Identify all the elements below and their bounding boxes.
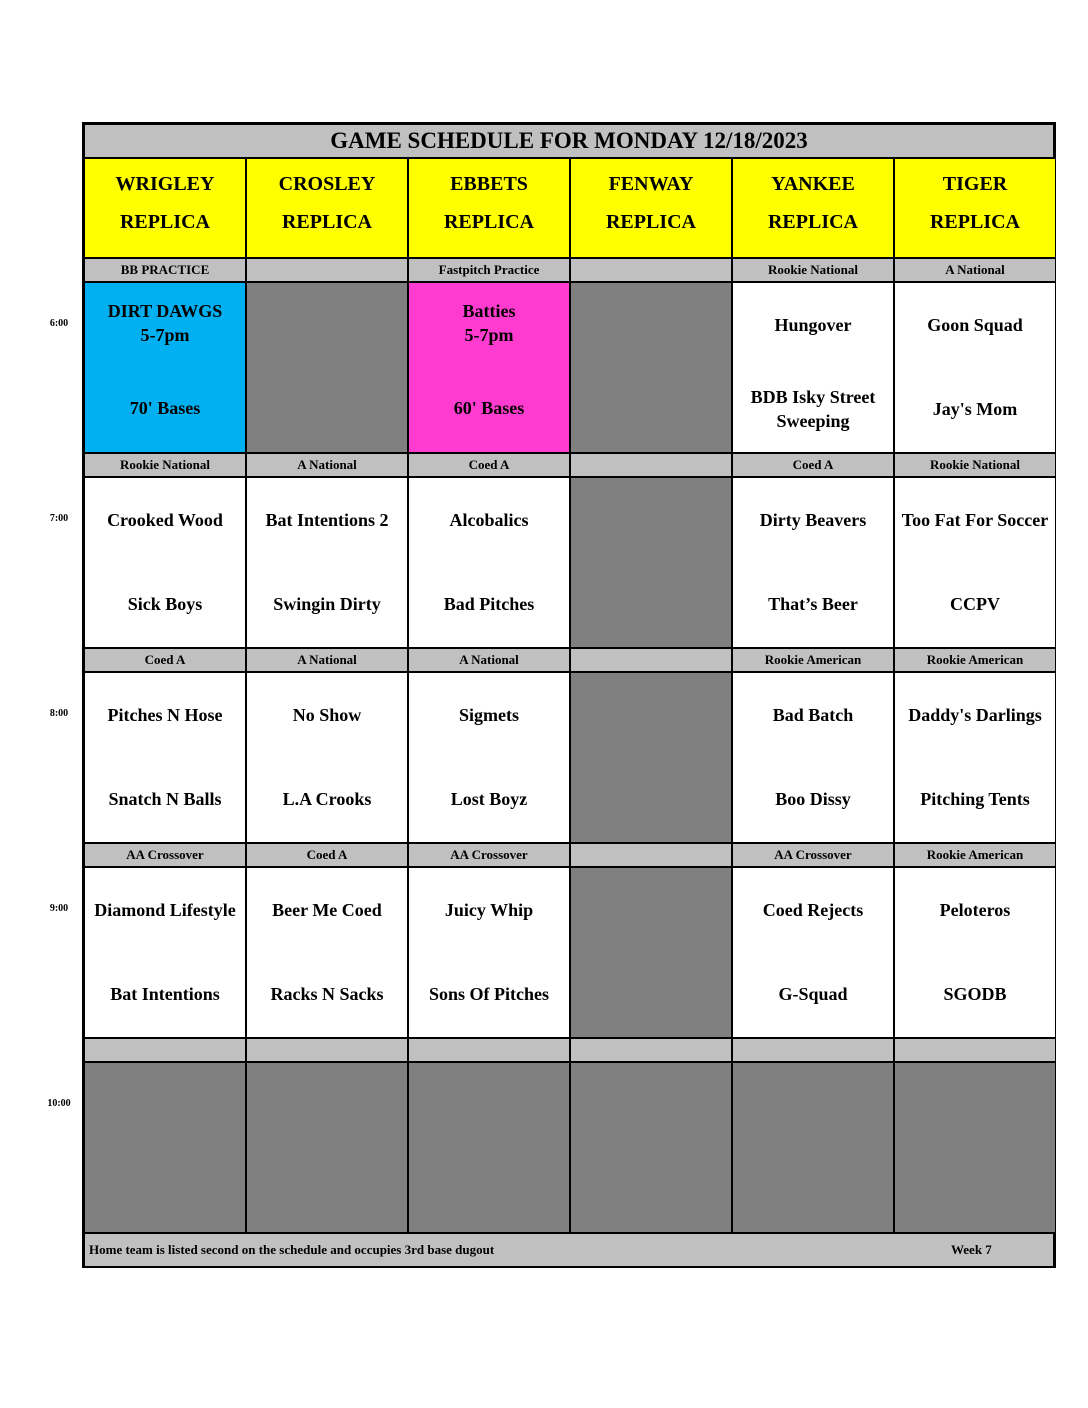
empty-slot [570, 282, 732, 453]
division-label: A National [246, 648, 408, 672]
division-label: Rookie American [894, 648, 1056, 672]
practice-slot [84, 282, 246, 453]
game-slot [894, 477, 1056, 648]
game-slot [246, 477, 408, 648]
division-label: Coed A [732, 453, 894, 477]
practice-hours: 5-7pm [464, 325, 514, 345]
division-label: Rookie American [894, 843, 1056, 867]
home-team: Bat Intentions [110, 984, 220, 1004]
division-label [84, 1038, 246, 1062]
footer-note: Home team is listed second on the schedule and occupies 3rd base dugout [89, 1242, 495, 1257]
schedule-footer [84, 1233, 1054, 1267]
field-subtitle: REPLICA [929, 211, 1020, 233]
empty-slot [570, 867, 732, 1038]
field-name: FENWAY [608, 173, 694, 195]
game-slot [84, 477, 246, 648]
field-name: YANKEE [771, 173, 855, 195]
time-label: 6:00 [49, 318, 69, 329]
field-name: TIGER [942, 173, 1008, 195]
empty-slot [246, 1062, 408, 1233]
game-slot [732, 867, 894, 1038]
away-team: No Show [292, 705, 362, 725]
division-label [570, 453, 732, 477]
empty-slot [84, 1062, 246, 1233]
division-label: Rookie American [732, 648, 894, 672]
field-subtitle: REPLICA [605, 211, 696, 233]
field-header [84, 158, 246, 258]
field-subtitle: REPLICA [281, 211, 372, 233]
practice-team [413, 299, 565, 347]
empty-slot [408, 1062, 570, 1233]
field-name: WRIGLEY [115, 173, 215, 195]
field-header [570, 158, 732, 258]
practice-bases: 60' Bases [453, 398, 525, 418]
game-slot [408, 477, 570, 648]
home-team: BDB Isky Street Sweeping [750, 387, 876, 431]
home-team: Pitching Tents [920, 789, 1030, 809]
home-team: SGODB [943, 984, 1007, 1004]
empty-slot [570, 672, 732, 843]
home-team: L.A Crooks [282, 789, 372, 809]
practice-team-name: Batties [462, 301, 516, 321]
game-slot [246, 672, 408, 843]
division-label: A National [894, 258, 1056, 282]
division-label: AA Crossover [732, 843, 894, 867]
away-team: Alcobalics [449, 510, 529, 530]
week-label: Week 7 [951, 1242, 992, 1257]
practice-team [89, 299, 241, 347]
division-label: BB PRACTICE [84, 258, 246, 282]
home-team: Racks N Sacks [270, 984, 384, 1004]
empty-slot [894, 1062, 1056, 1233]
division-label: Coed A [84, 648, 246, 672]
away-team: Diamond Lifestyle [94, 900, 236, 920]
game-slot [84, 672, 246, 843]
home-team: Snatch N Balls [108, 789, 222, 809]
away-team: Sigmets [459, 705, 519, 725]
home-team: Sick Boys [127, 594, 203, 614]
game-slot [408, 672, 570, 843]
game-slot [246, 867, 408, 1038]
game-slot [732, 672, 894, 843]
away-team: Hungover [774, 315, 852, 335]
practice-team-name: DIRT DAWGS [107, 301, 223, 321]
division-label: AA Crossover [84, 843, 246, 867]
practice-slot [408, 282, 570, 453]
away-team: Crooked Wood [107, 510, 223, 530]
division-label: A National [408, 648, 570, 672]
division-label: A National [246, 453, 408, 477]
practice-bases: 70' Bases [129, 398, 201, 418]
empty-slot [570, 477, 732, 648]
home-team: Sons Of Pitches [428, 984, 549, 1004]
away-team: Pitches N Hose [107, 705, 223, 725]
away-team: Peloteros [939, 900, 1011, 920]
division-label [246, 1038, 408, 1062]
home-team: CCPV [950, 594, 1000, 614]
schedule-table [82, 122, 1056, 1268]
away-team: Bad Batch [772, 705, 854, 725]
game-slot [408, 867, 570, 1038]
practice-hours: 5-7pm [140, 325, 190, 345]
division-label [894, 1038, 1056, 1062]
division-label [570, 648, 732, 672]
time-label: 7:00 [49, 513, 69, 524]
away-team: Coed Rejects [762, 900, 864, 920]
field-header [246, 158, 408, 258]
empty-slot [732, 1062, 894, 1233]
field-name: EBBETS [450, 173, 528, 195]
time-label: 10:00 [47, 1098, 71, 1109]
game-slot [894, 282, 1056, 453]
division-label: Coed A [246, 843, 408, 867]
division-label [732, 1038, 894, 1062]
home-team: Boo Dissy [775, 789, 851, 809]
away-team: Bat Intentions 2 [265, 510, 389, 530]
field-name: CROSLEY [278, 173, 376, 195]
empty-slot [570, 1062, 732, 1233]
field-subtitle: REPLICA [119, 211, 210, 233]
home-team: G-Squad [778, 984, 848, 1004]
away-team: Juicy Whip [444, 900, 534, 920]
schedule-title: GAME SCHEDULE FOR MONDAY 12/18/2023 [84, 124, 1054, 158]
division-label [246, 258, 408, 282]
division-label: Fastpitch Practice [408, 258, 570, 282]
field-header [732, 158, 894, 258]
division-label: Coed A [408, 453, 570, 477]
away-team: Dirty Beavers [759, 510, 867, 530]
field-subtitle: REPLICA [443, 211, 534, 233]
game-slot [84, 867, 246, 1038]
division-label: Rookie National [732, 258, 894, 282]
home-team: Swingin Dirty [273, 594, 381, 614]
away-team: Too Fat For Soccer [901, 510, 1049, 530]
away-team: Daddy's Darlings [908, 705, 1042, 725]
division-label [570, 258, 732, 282]
away-team: Goon Squad [927, 315, 1023, 335]
division-label [570, 1038, 732, 1062]
time-label: 9:00 [49, 903, 69, 914]
division-label [570, 843, 732, 867]
game-slot [732, 477, 894, 648]
game-slot [894, 672, 1056, 843]
field-header [408, 158, 570, 258]
field-header [894, 158, 1056, 258]
game-slot [894, 867, 1056, 1038]
home-team: Lost Boyz [450, 789, 528, 809]
game-slot [732, 282, 894, 453]
division-label: AA Crossover [408, 843, 570, 867]
home-team: Jay's Mom [932, 399, 1018, 419]
field-subtitle: REPLICA [767, 211, 858, 233]
home-team: Bad Pitches [443, 594, 535, 614]
empty-slot [246, 282, 408, 453]
time-label: 8:00 [49, 708, 69, 719]
home-team: That’s Beer [768, 594, 858, 614]
division-label: Rookie National [84, 453, 246, 477]
division-label [408, 1038, 570, 1062]
division-label: Rookie National [894, 453, 1056, 477]
away-team: Beer Me Coed [272, 900, 382, 920]
